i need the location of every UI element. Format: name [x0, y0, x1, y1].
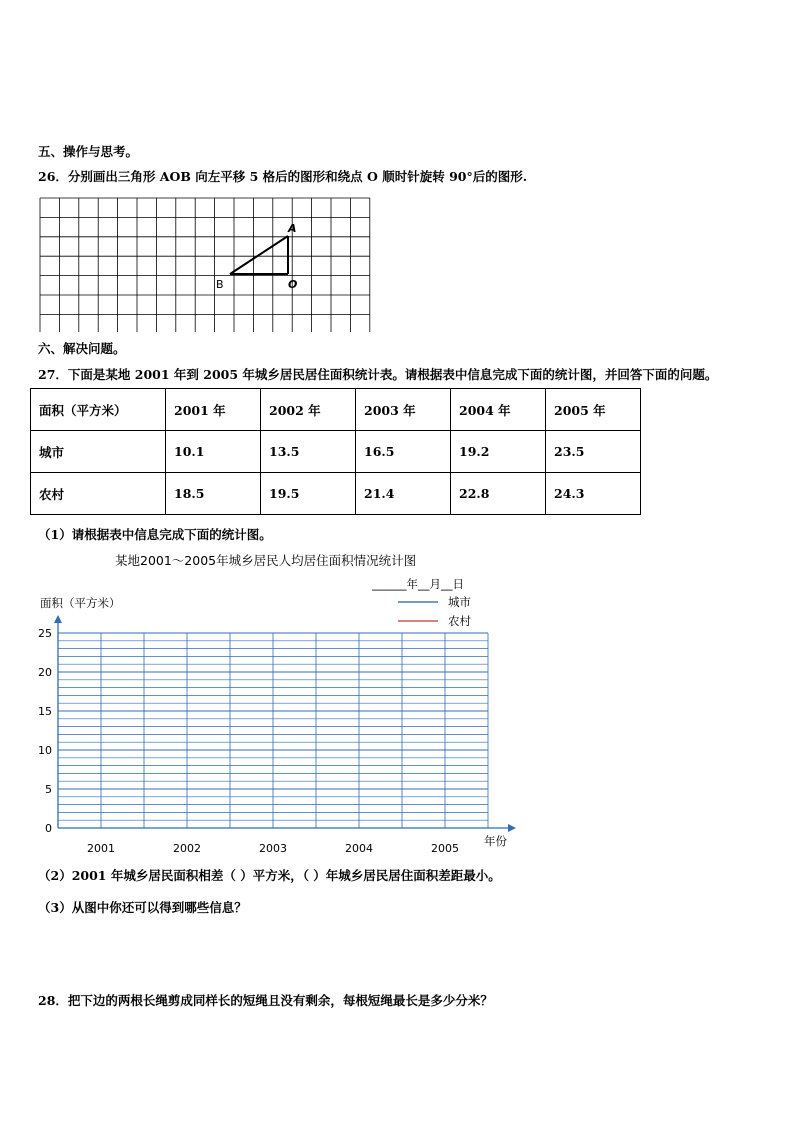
table-cell: 24.3 — [546, 473, 641, 515]
section-6-heading: 六、解决问题。 — [38, 341, 126, 356]
header-cell: 2003 年 — [356, 389, 451, 431]
area-statistics-table — [30, 388, 641, 515]
header-cell: 2001 年 — [166, 389, 261, 431]
table-header-row — [31, 389, 641, 431]
y-tick-label: 15 — [38, 705, 52, 718]
table-cell: 23.5 — [546, 431, 641, 473]
x-axis-arrow — [508, 824, 516, 832]
chart-title: 某地2001～2005年城乡居民人均居住面积情况统计图 — [115, 553, 417, 568]
grid-lines — [40, 198, 370, 332]
legend-label: 城市 — [448, 595, 471, 609]
sub-question-1: （1）请根据表中信息完成下面的统计图。 — [38, 527, 272, 542]
table-cell: 13.5 — [261, 431, 356, 473]
y-axis-label: 面积（平方米） — [40, 596, 121, 610]
legend-label: 农村 — [448, 614, 471, 628]
y-axis-arrow — [54, 615, 62, 623]
y-tick-label: 25 — [38, 627, 52, 640]
y-tick-label: 0 — [45, 822, 52, 835]
y-tick-label: 20 — [38, 666, 52, 679]
table-cell: 22.8 — [451, 473, 546, 515]
header-cell: 面积（平方米） — [31, 389, 166, 431]
question-28: 28．把下边的两根长绳剪成同样长的短绳且没有剩余，每根短绳最长是多少分米？ — [38, 993, 493, 1008]
triangle-side-ba — [230, 236, 288, 274]
point-o-label: O — [288, 278, 298, 291]
chart-legend — [398, 595, 471, 628]
x-tick-label: 2005 — [431, 842, 459, 853]
table-cell: 城市 — [31, 431, 166, 473]
table-cell: 农村 — [31, 473, 166, 515]
sub-question-3: （3）从图中你还可以得到哪些信息？ — [38, 900, 247, 915]
table-row-rural — [31, 473, 641, 515]
point-b-label: B — [216, 278, 224, 291]
table-cell: 16.5 — [356, 431, 451, 473]
question-27: 27．下面是某地 2001 年到 2005 年城乡居民居住面积统计表。请根据表中信息完成下面的统计图，并回答下面的问题。 — [38, 367, 718, 382]
table-cell: 21.4 — [356, 473, 451, 515]
x-axis-label: 年份 — [484, 834, 507, 848]
chart-date-line: ______年__月__日 — [372, 577, 464, 591]
table-cell: 19.5 — [261, 473, 356, 515]
table-cell: 10.1 — [166, 431, 261, 473]
chart-axes — [38, 615, 516, 853]
x-tick-label: 2003 — [259, 842, 287, 853]
table-cell: 19.2 — [451, 431, 546, 473]
area-line-chart — [30, 548, 530, 853]
chart-grid — [58, 633, 488, 828]
x-tick-label: 2001 — [87, 842, 115, 853]
sub-question-2: （2）2001 年城乡居民面积相差（ ）平方米，（ ）年城乡居民居住面积差距最小。 — [38, 868, 501, 883]
y-tick-label: 5 — [45, 783, 52, 796]
header-cell: 2005 年 — [546, 389, 641, 431]
header-cell: 2002 年 — [261, 389, 356, 431]
y-tick-label: 10 — [38, 744, 52, 757]
table-cell: 18.5 — [166, 473, 261, 515]
point-a-label: A — [288, 222, 297, 235]
table-row-city — [31, 431, 641, 473]
question-26: 26．分别画出三角形 AOB 向左平移 5 格后的图形和绕点 O 顺时针旋转 90°后的图形. — [38, 169, 528, 184]
section-5-heading: 五、操作与思考。 — [38, 144, 139, 159]
x-tick-label: 2002 — [173, 842, 201, 853]
header-cell: 2004 年 — [451, 389, 546, 431]
translation-grid — [38, 196, 384, 332]
x-tick-label: 2004 — [345, 842, 373, 853]
